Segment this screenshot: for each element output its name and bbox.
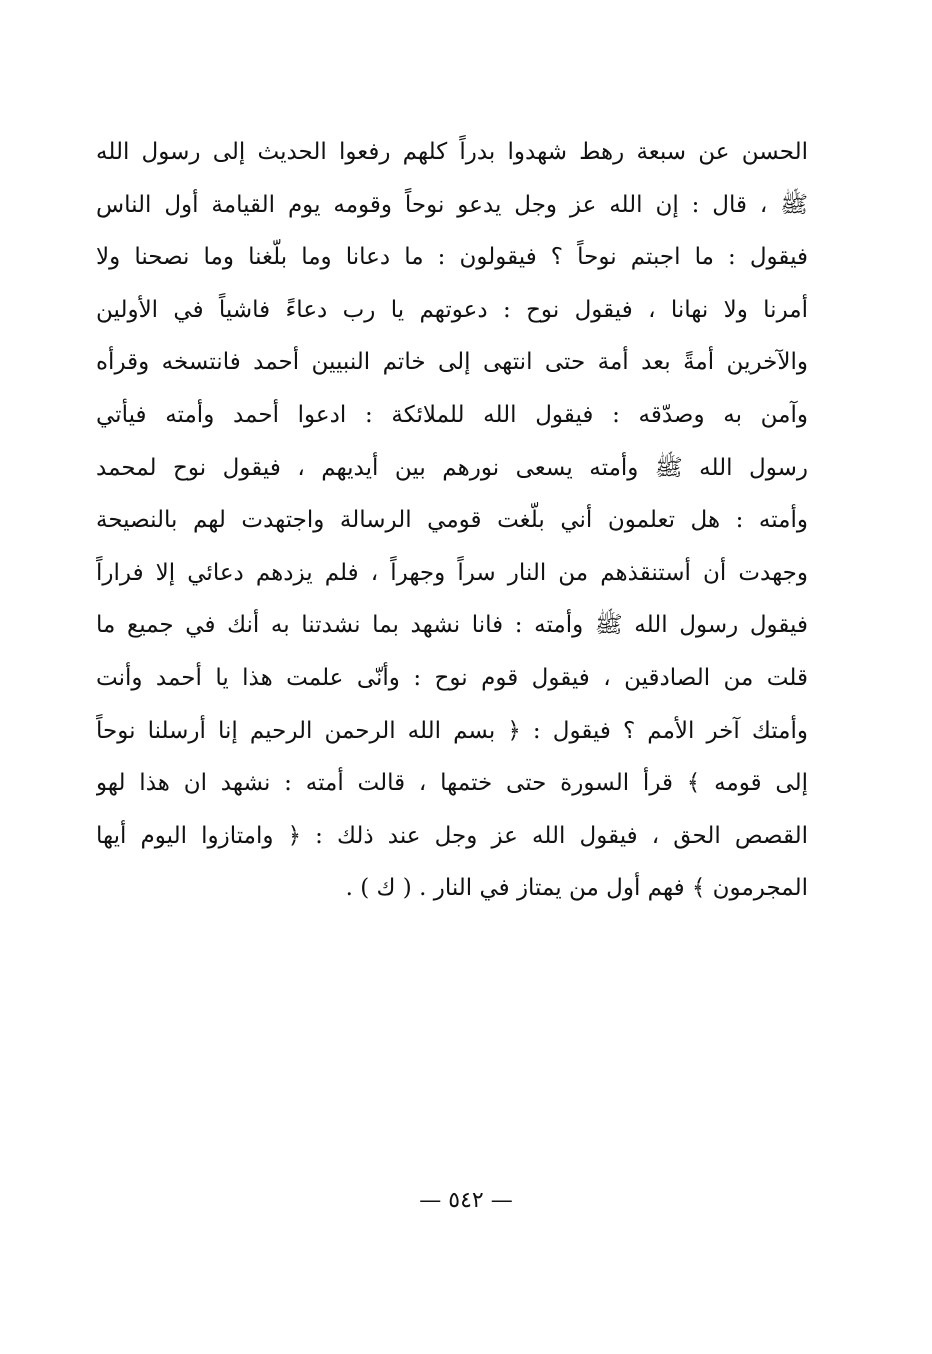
body-text [96,126,808,915]
text-line-2: ﷺ ، قال : إن الله عز وجل يدعو نوحاً وقومه يوم القيامة أول الناس [96,191,808,218]
text-line-1: الحسن عن سبعة رهط شهدوا بدراً كلهم رفعوا الحديث إلى رسول الله [96,139,808,165]
text-line-15: المجرمون ﴾ فهم أول من يمتاز في النار . ( ك ) . [345,875,808,902]
text-line-14: القصص الحق ، فيقول الله عز وجل عند ذلك : ﴿ وامتازوا اليوم أيها [96,822,808,849]
text-line-9: وجهدت أن أستنقذهم من النار سراً وجهراً ، فلم يزدهم دعائي إلا فراراً [96,559,808,586]
text-line-5: والآخرين أمةً بعد أمة حتى انتهى إلى خاتم النبيين أحمد فانتسخه وقرأه [96,349,808,376]
text-line-3: فيقول : ما اجبتم نوحاً ؟ فيقولون : ما دعانا وما بلّغنا وما نصحنا ولا [96,244,808,271]
text-line-10: فيقول رسول الله ﷺ وأمته : فانا نشهد بما نشدتنا به أنك في جميع ما [96,612,808,639]
text-line-6: وآمن به وصدّقه : فيقول الله للملائكة : ادعوا أحمد وأمته فيأتي [96,401,808,428]
page-number: — ٥٤٢ — [419,1188,513,1213]
text-line-11: قلت من الصادقين ، فيقول قوم نوح : وأنّى علمت هذا يا أحمد وأنت [96,664,808,691]
text-line-8: وأمته : هل تعلمون أني بلّغت قومي الرسالة واجتهدت لهم بالنصيحة [96,507,808,534]
text-line-12: وأمتك آخر الأمم ؟ فيقول : ﴿ بسم الله الرحمن الرحيم إنا أرسلنا نوحاً [96,717,808,744]
text-line-13: إلى قومه ﴾ قرأ السورة حتى ختمها ، قالت أمته : نشهد ان هذا لهو [96,770,808,797]
text-line-4: أمرنا ولا نهانا ، فيقول نوح : دعوتهم يا رب دعاءً فاشياً في الأولين [96,296,808,323]
text-line-7: رسول الله ﷺ وأمته يسعى نورهم بين أيديهم ، فيقول نوح لمحمد [96,454,808,481]
